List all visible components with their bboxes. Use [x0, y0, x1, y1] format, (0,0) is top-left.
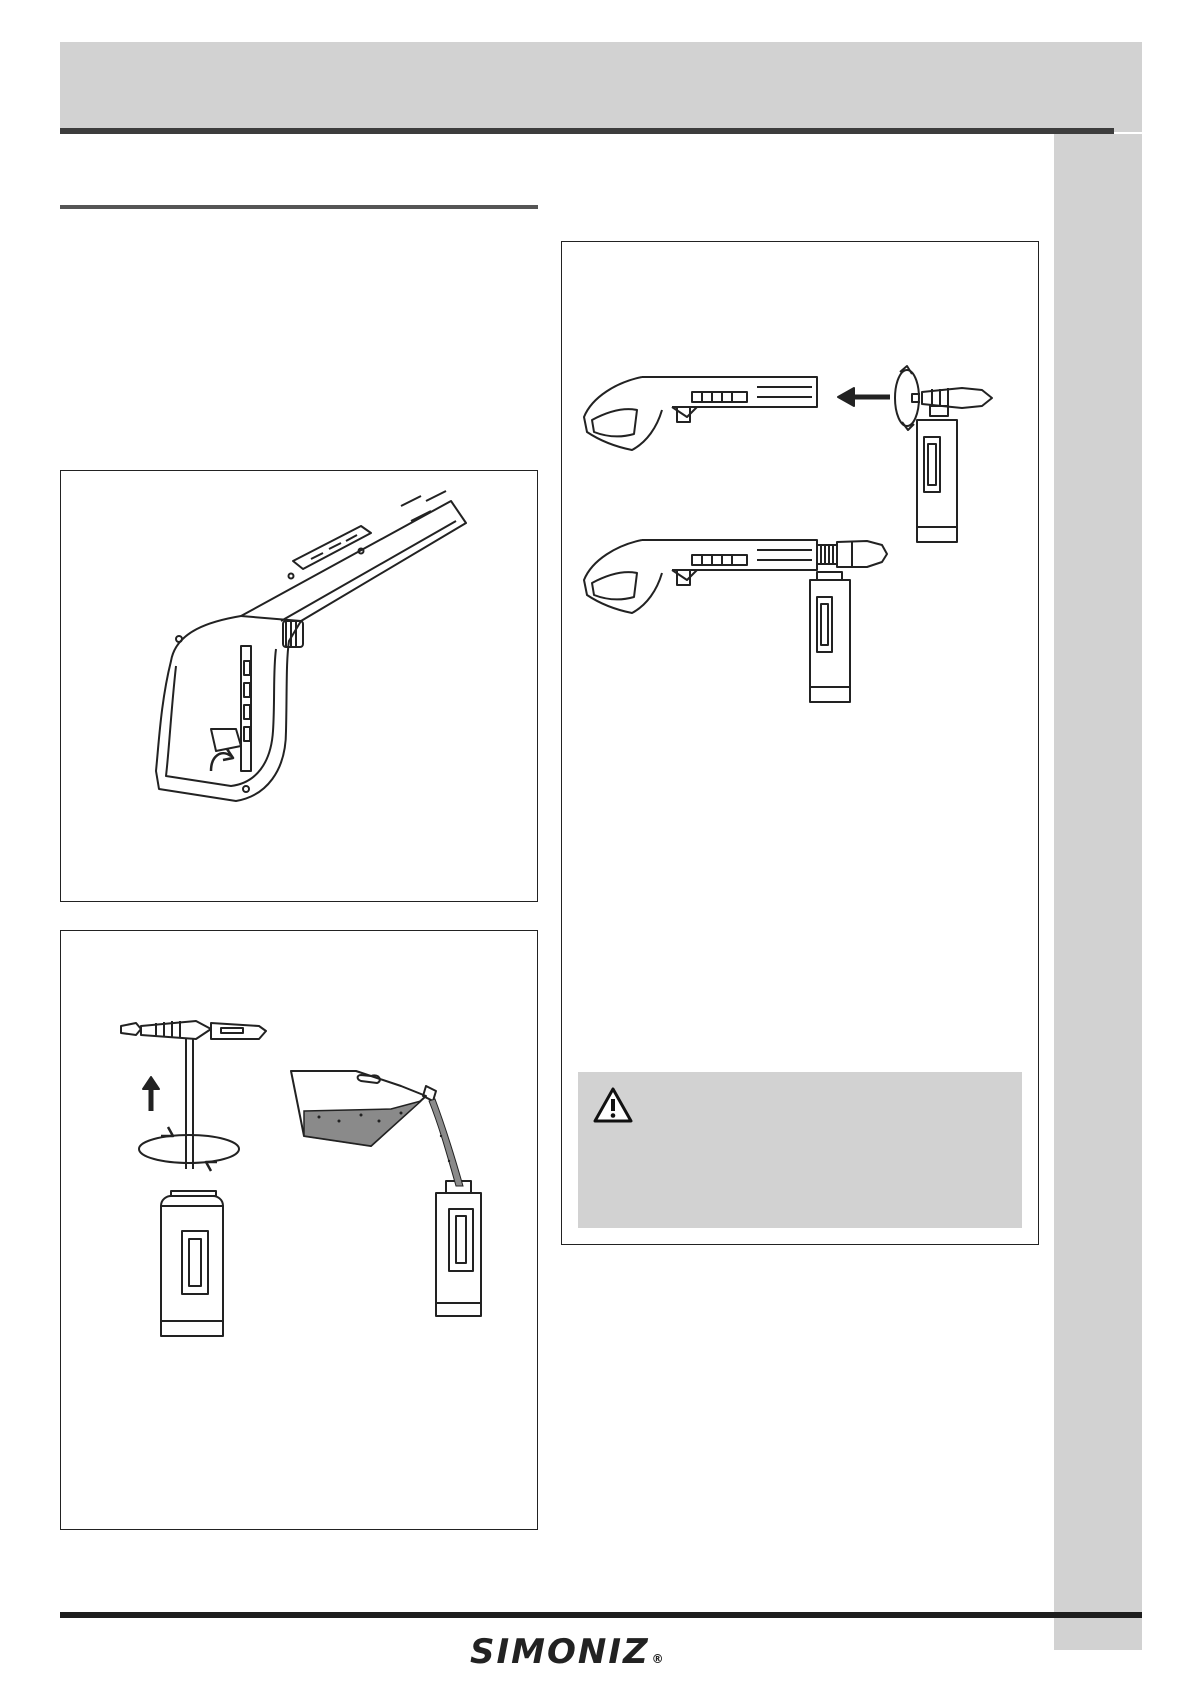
header-band — [60, 42, 1142, 132]
brand-logo-text: SIMONIZ — [470, 1632, 650, 1672]
registered-mark: ® — [651, 1652, 664, 1666]
side-tab — [1054, 134, 1142, 1650]
section-rule — [60, 205, 538, 209]
detergent-bottle-fill-icon — [61, 931, 539, 1531]
warning-box — [578, 1072, 1022, 1228]
figure-trigger-lock — [60, 470, 538, 902]
brand-logo — [470, 1630, 700, 1674]
figure-attach-bottle — [561, 241, 1039, 1245]
header-rule — [60, 128, 1114, 134]
footer-rule — [60, 1612, 1142, 1618]
figure-fill-bottle — [60, 930, 538, 1530]
spray-gun-trigger-lock-icon — [61, 471, 539, 903]
